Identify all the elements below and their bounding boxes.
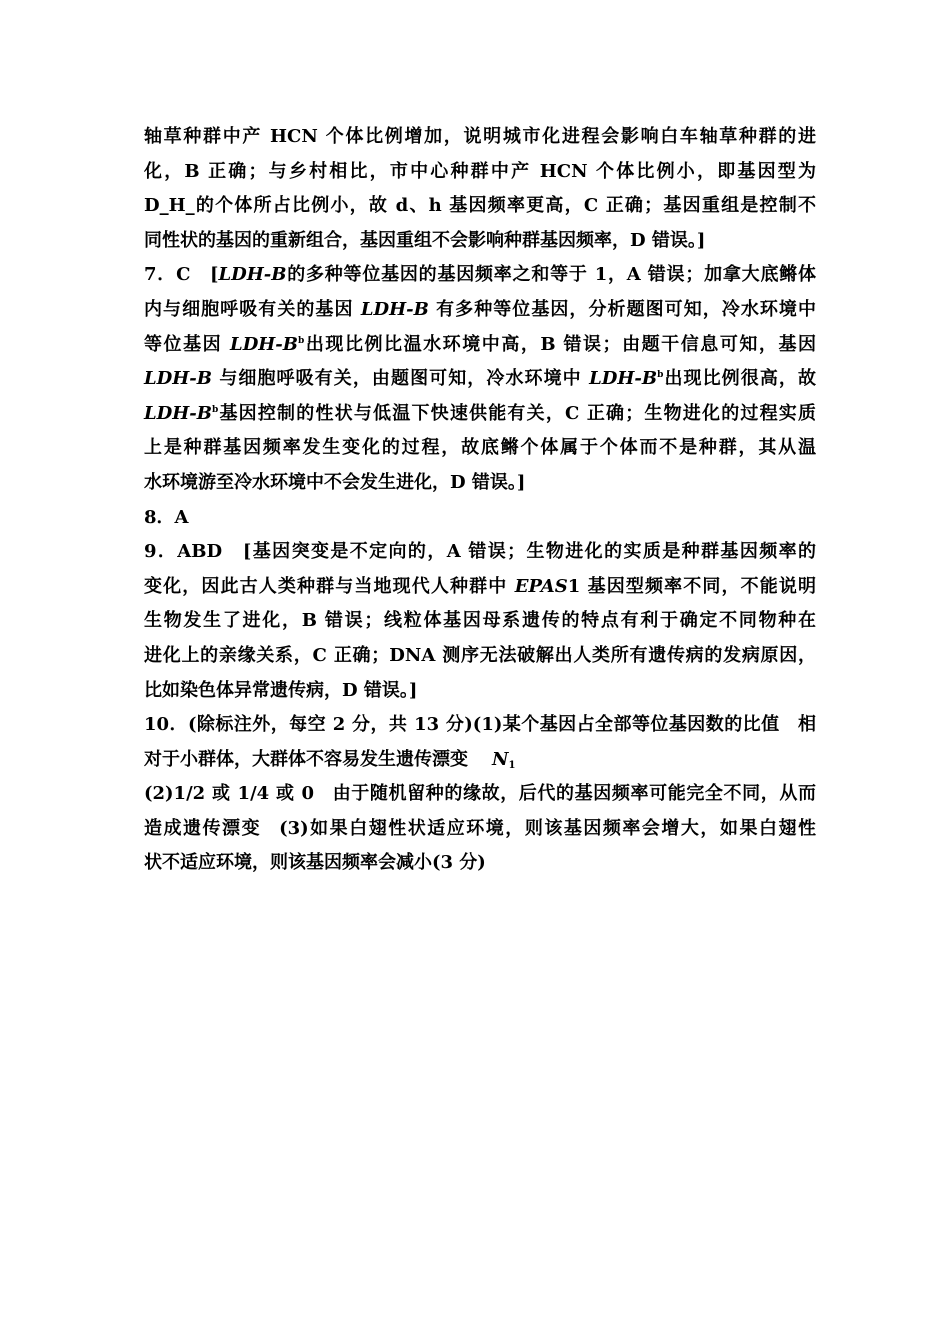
answer-10-line-2: 对于小群体，大群体不容易发生遗传漂变 $N_1$ xyxy=(144,748,516,771)
answer-7-line-2: 内与细胞呼吸有关的基因 LDH-B 有多种等位基因，分析题图可知，冷水环境中 xyxy=(144,298,816,320)
answer-7-line-3: 等位基因 LDH-$B^b$出现比例比温水环境中高，B 错误；由题干信息可知，基因 xyxy=(144,333,817,355)
superscript: b xyxy=(211,404,219,415)
answer-9-line-3: 生物发生了进化，B 错误；线粒体基因母系遗传的特点有利于确定不同物种在 xyxy=(144,610,816,632)
answer-6-line-3: D_H_的个体所占比例小，故 d、h 基因频率更高，C 正确；基因重组是控制不 xyxy=(144,195,816,217)
answer-10-line-3: (2)1/2 或 1/4 或 0 由于随机留种的缘故，后代的基因频率可能完全不同，从而 xyxy=(144,783,816,805)
gene-name: LDH-B xyxy=(589,368,658,390)
superscript: b xyxy=(298,335,305,346)
subscript: 1 xyxy=(508,759,516,771)
superscript: b xyxy=(657,370,664,381)
answer-10-line-5: 状不适应环境，则该基因频率会减小(3 分) xyxy=(144,852,486,874)
gene-name: LDH-B xyxy=(144,402,212,424)
answer-10-line-1: 10．(除标注外，每空 2 分，共 13 分)(1)某个基因占全部等位基因数的比值 相 xyxy=(144,714,816,736)
answer-9-line-2: 变化，因此古人类种群与当地现代人种群中 EPAS1 基因型频率不同，不能说明 xyxy=(144,575,816,597)
gene-name: EPAS xyxy=(514,575,568,597)
answer-7-line-1: 7．C [LDH-B的多种等位基因的基因频率之和等于 1，A 错误；加拿大底鳉体 xyxy=(144,264,816,286)
variable-n: N xyxy=(492,748,509,770)
answer-9-line-1: 9．ABD [基因突变是不定向的，A 错误；生物进化的实质是种群基因频率的 xyxy=(144,541,816,563)
answer-9-line-4: 进化上的亲缘关系，C 正确；DNA 测序无法破解出人类所有遗传病的发病原因， xyxy=(144,644,816,666)
answer-6-line-2: 化，B 正确；与乡村相比，市中心种群中产 HCN 个体比例小，即基因型为 xyxy=(144,160,816,182)
answer-6-line-4: 同性状的基因的重新组合，基因重组不会影响种群基因频率，D 错误。] xyxy=(144,229,706,251)
answer-7-line-4: LDH-B 与细胞呼吸有关，由题图可知，冷水环境中 LDH-$B^b$出现比例很高，故 xyxy=(144,368,816,390)
answer-text xyxy=(144,120,816,881)
gene-name: LDH-B xyxy=(230,333,298,355)
gene-name: LDH-B xyxy=(218,264,287,286)
answer-7-line-6: 上是种群基因频率发生变化的过程，故底鳉个体属于个体而不是种群，其从温 xyxy=(144,437,816,459)
answer-6-line-1: 轴草种群中产 HCN 个体比例增加，说明城市化进程会影响白车轴草种群的进 xyxy=(144,126,816,147)
gene-name: LDH-B xyxy=(360,298,429,320)
gene-name: LDH-B xyxy=(144,368,212,390)
answer-7-line-7: 水环境游至冷水环境中不会发生进化，D 错误。] xyxy=(144,471,526,493)
answer-7-line-5: LDH-$B^b$基因控制的性状与低温下快速供能有关，C 正确；生物进化的过程实质 xyxy=(144,402,816,424)
answer-8-line-1: 8．A xyxy=(144,506,189,528)
answer-9-line-5: 比如染色体异常遗传病，D 错误。] xyxy=(144,679,418,701)
answer-10-line-4: 造成遗传漂变 (3)如果白翅性状适应环境，则该基因频率会增大，如果白翅性 xyxy=(144,817,817,839)
